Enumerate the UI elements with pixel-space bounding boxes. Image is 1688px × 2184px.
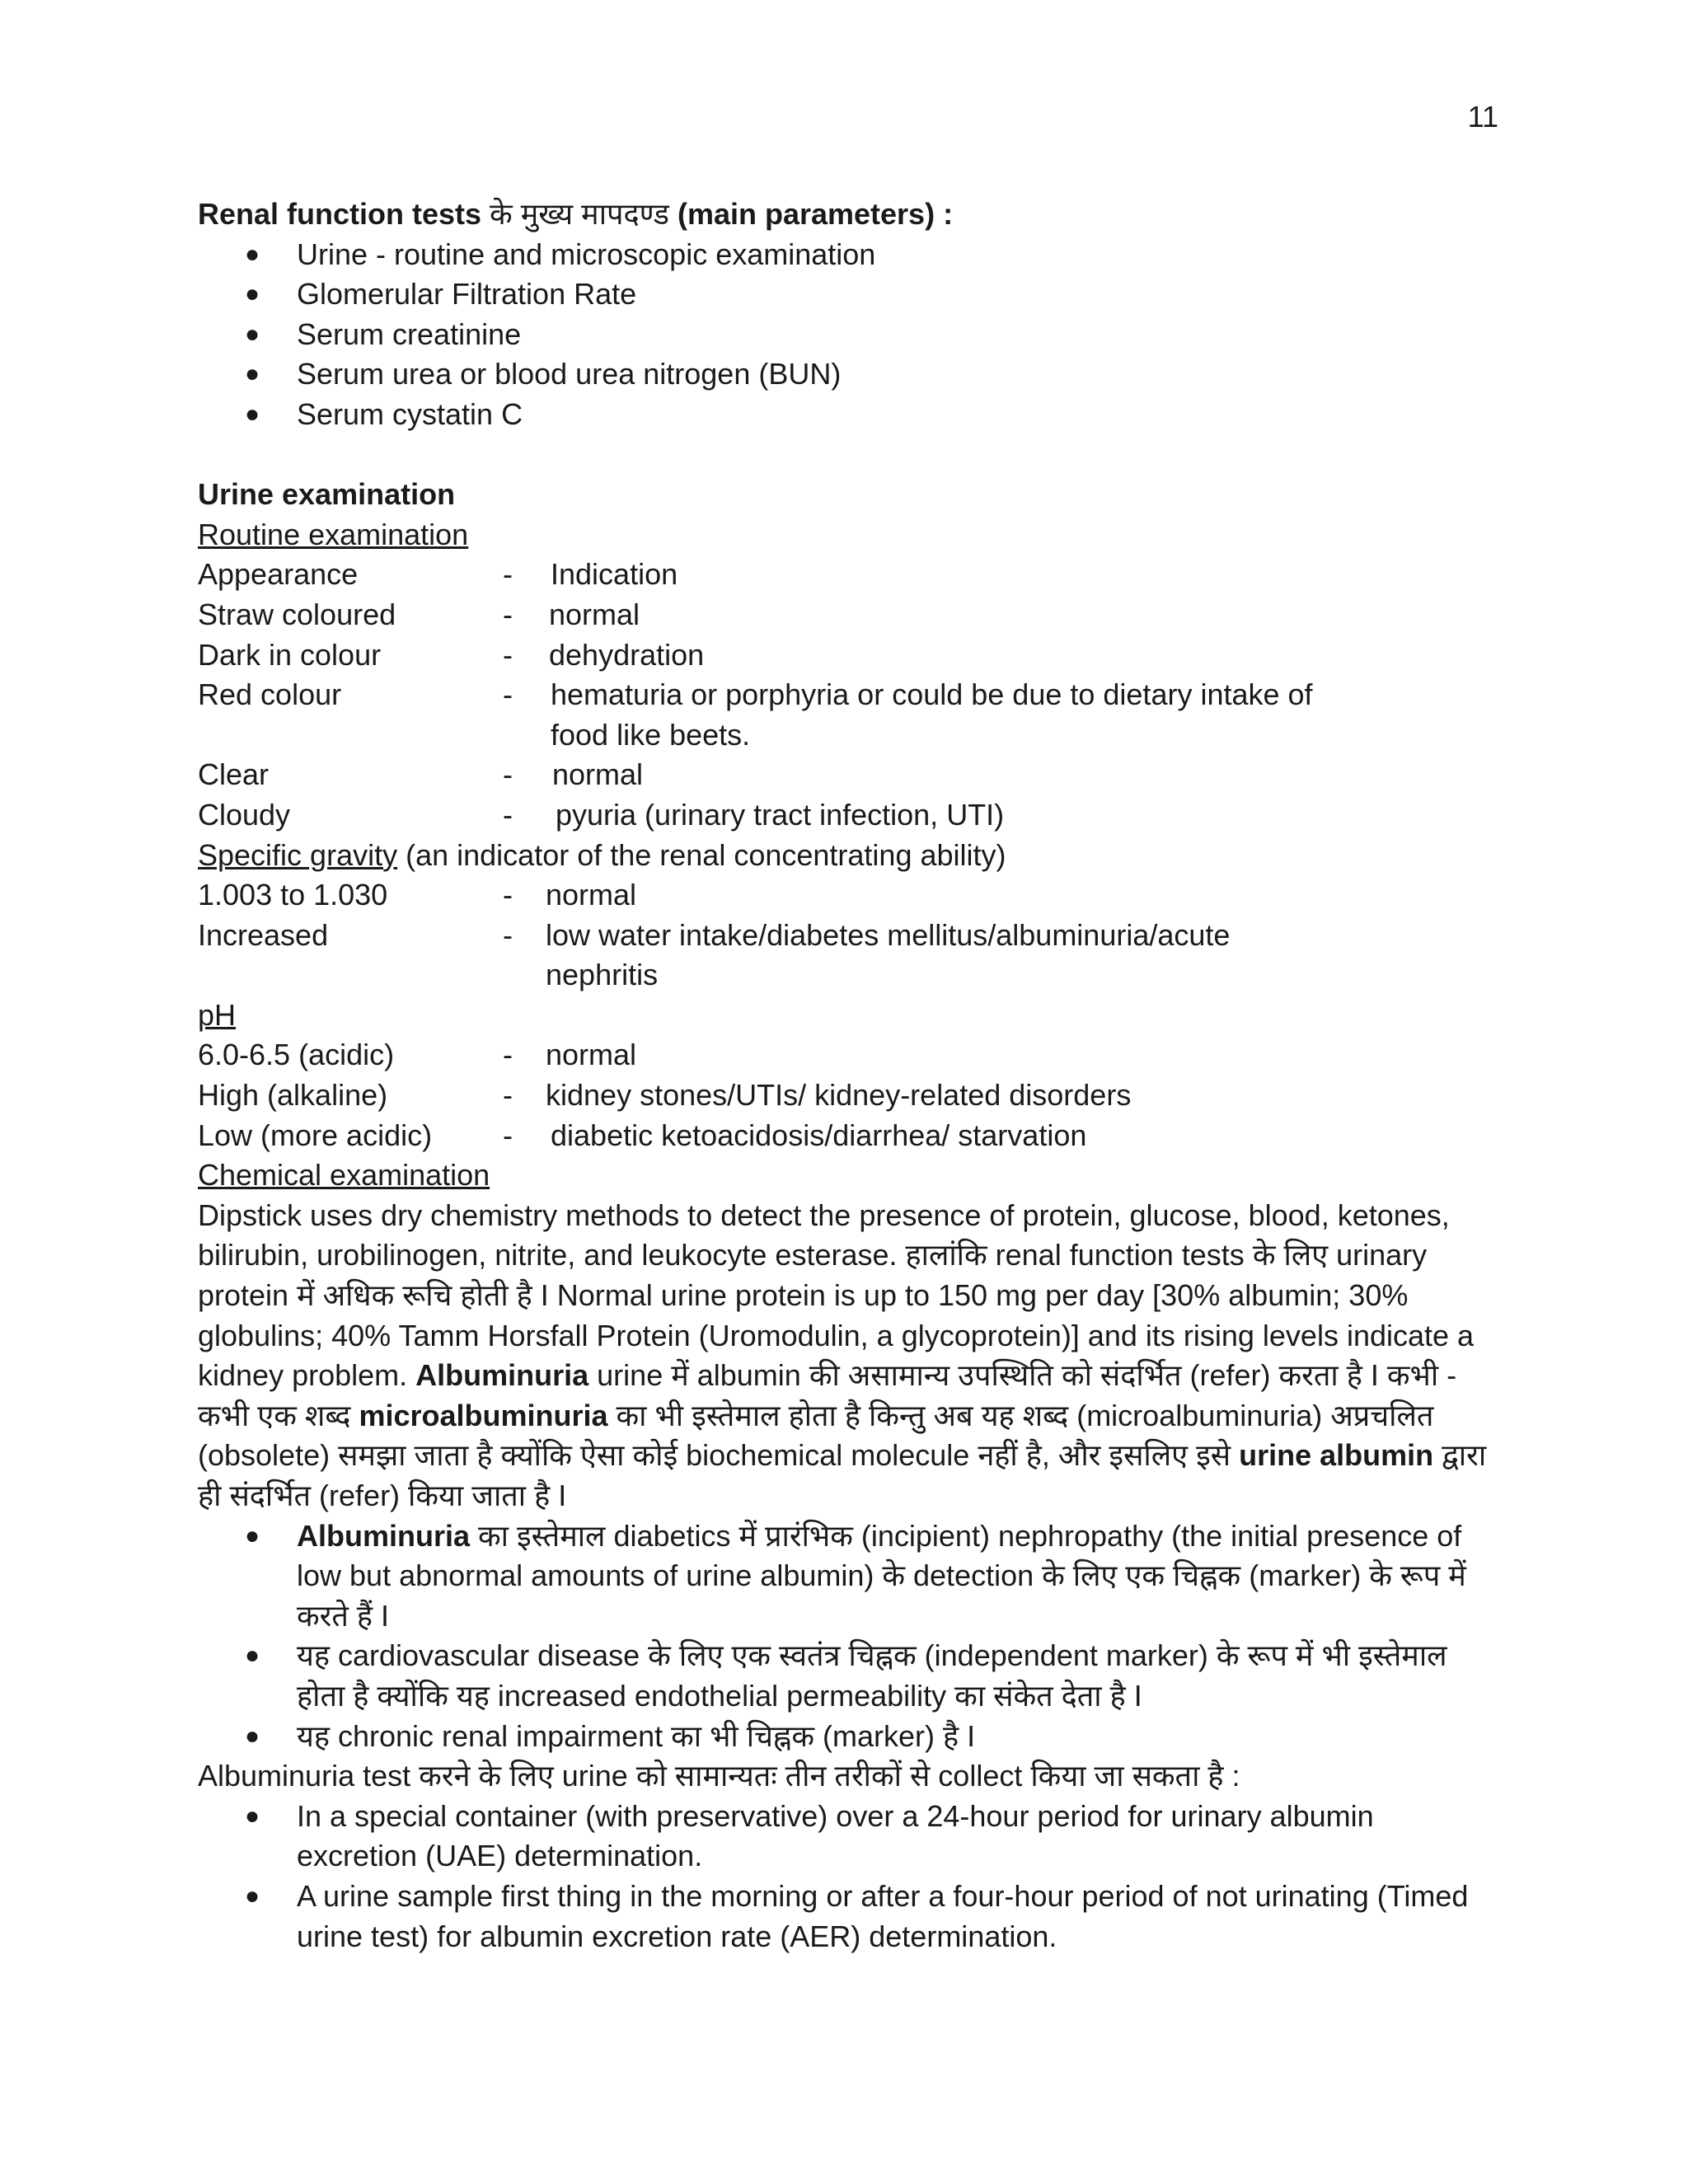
ph-title: pH — [198, 997, 237, 1032]
list-item: ● Glomerular Filtration Rate — [198, 274, 1500, 315]
row-key: 1.003 to 1.030 — [198, 878, 388, 912]
specific-gravity-table — [198, 875, 1500, 996]
heading-en: Renal function tests — [198, 197, 482, 231]
table-row — [198, 1076, 1500, 1116]
row-dash: - — [503, 597, 513, 631]
list-item-text: का इस्तेमाल diabetics में प्रारंभिक (incipient) nephropathy (the initial presence of low but abnormal amounts of urine albumin) के detection के लिए एक चिह्नक (marker) के रूप में करते हैं I — [297, 1518, 1466, 1633]
list-item: ● Serum cystatin C — [198, 395, 1500, 435]
ph-table — [198, 1035, 1500, 1155]
row-dash: - — [503, 757, 513, 792]
table-row — [198, 595, 1500, 635]
row-dash: - — [503, 677, 513, 712]
specific-gravity-title: Specific gravity — [198, 837, 398, 872]
row-value: diabetic ketoacidosis/diarrhea/ starvation — [551, 1118, 1087, 1152]
row-key: High (alkaline) — [198, 1078, 388, 1113]
table-row — [198, 916, 1500, 996]
row-key: Low (more acidic) — [198, 1118, 433, 1152]
table-row — [198, 555, 1500, 595]
row-key: Red colour — [198, 677, 342, 712]
collection-intro: Albuminuria test करने के लिए urine को सामान्यतः तीन तरीकों से collect किया जा सकता है : — [198, 1759, 1240, 1793]
heading-en2: (main parameters) : — [677, 197, 954, 231]
row-dash: - — [503, 1078, 513, 1113]
paragraph-text: द्वारा ही संदर्भित (refer) किया जाता है I — [198, 1438, 1487, 1512]
row-dash: - — [503, 797, 513, 832]
row-key: Dark in colour — [198, 637, 382, 672]
row-value: normal — [552, 757, 644, 792]
list-item: ● यह chronic renal impairment का भी चिह्नक (marker) है I — [198, 1717, 1500, 1757]
row-value: normal — [546, 1038, 637, 1072]
row-key: Appearance — [198, 557, 359, 592]
term-albuminuria: Albuminuria — [297, 1518, 471, 1553]
row-key: 6.0-6.5 (acidic) — [198, 1038, 395, 1072]
collection-list — [198, 1797, 1500, 1957]
parameter-list — [198, 235, 1500, 435]
row-value: dehydration — [549, 637, 705, 672]
row-value: Indication — [551, 557, 678, 592]
row-value: normal — [549, 597, 640, 631]
routine-exam-title: Routine examination — [198, 517, 469, 551]
paragraph-text: Dipstick uses dry chemistry methods to detect the presence of protein, glucose, blood, ketones, bilirubin, urobilinogen, nitrite, and leukocyte esterase. हालांकि renal function tests के लिए urinary protein में अधिक रूचि होती है I Normal urine protein is up to 150 mg per day [30% albumin; 30% globulins; 40% Tamm Horsfall Protein (Uromodulin, a glycoprotein)] and its rising levels indicate a kidney problem. — [198, 1197, 1475, 1393]
term-albuminuria: Albuminuria — [415, 1358, 589, 1393]
row-value: hematuria or porphyria or could be due to dietary intake of food like beets. — [551, 677, 1313, 752]
row-key: Increased — [198, 917, 329, 952]
list-item: ● A urine sample first thing in the morning or after a four-hour period of not urinating (Timed urine test) for albumin excretion rate (AER) determination. — [198, 1877, 1500, 1957]
albuminuria-list — [198, 1516, 1500, 1757]
paragraph-text: का भी इस्तेमाल होता है किन्तु अब यह शब्द (microalbuminuria) अप्रचलित (obsolete) समझा जाता है क्योंकि ऐसा कोई biochemical molecule नहीं है, और इसलिए इसे — [198, 1398, 1434, 1473]
list-item — [198, 1516, 1500, 1637]
table-row — [198, 875, 1500, 916]
term-urine-albumin: urine albumin — [1239, 1438, 1434, 1473]
row-value: low water intake/diabetes mellitus/albuminuria/acute nephritis — [546, 917, 1231, 992]
row-key: Straw coloured — [198, 597, 396, 631]
specific-gravity-heading — [198, 836, 1500, 876]
row-value: normal — [546, 878, 637, 912]
row-key: Cloudy — [198, 797, 291, 832]
row-dash: - — [503, 1038, 513, 1072]
row-dash: - — [503, 878, 513, 912]
row-key: Clear — [198, 757, 270, 792]
table-row — [198, 795, 1500, 836]
spacer — [198, 435, 1500, 476]
list-item: ● यह cardiovascular disease के लिए एक स्वतंत्र चिह्नक (independent marker) के रूप में भी इस्तेमाल होता है क्योंकि यह increased endothelial permeability का संकेत देता है I — [198, 1636, 1500, 1716]
term-microalbuminuria: microalbuminuria — [359, 1398, 608, 1432]
specific-gravity-note: (an indicator of the renal concentrating ability) — [397, 837, 1006, 872]
dipstick-paragraph — [198, 1196, 1500, 1516]
table-row — [198, 675, 1500, 755]
list-item: ● Serum creatinine — [198, 315, 1500, 355]
document-body — [198, 194, 1500, 1957]
section-heading — [198, 194, 1500, 235]
heading-hi: के मुख्य मापदण्ड — [481, 197, 678, 231]
row-value: kidney stones/UTIs/ kidney-related disorders — [546, 1078, 1132, 1113]
row-dash: - — [503, 637, 513, 672]
paragraph-text: urine में albumin की असामान्य उपस्थिति को संदर्भित (refer) करता है I कभी - कभी एक शब्द — [198, 1358, 1457, 1432]
list-item: ● Serum urea or blood urea nitrogen (BUN) — [198, 354, 1500, 395]
chemical-exam-title: Chemical examination — [198, 1158, 490, 1193]
row-dash: - — [503, 917, 513, 952]
table-row — [198, 1035, 1500, 1076]
list-item: ● Urine - routine and microscopic examination — [198, 235, 1500, 275]
page-number: 11 — [1467, 100, 1498, 134]
table-row — [198, 635, 1500, 676]
list-item: ● In a special container (with preservative) over a 24-hour period for urinary albumin excretion (UAE) determination. — [198, 1797, 1500, 1877]
row-dash: - — [503, 1118, 513, 1152]
appearance-table — [198, 555, 1500, 835]
row-dash: - — [503, 557, 513, 592]
row-value: pyuria (urinary tract infection, UTI) — [556, 797, 1005, 832]
table-row — [198, 755, 1500, 795]
table-row — [198, 1116, 1500, 1156]
urine-exam-title: Urine examination — [198, 477, 456, 512]
